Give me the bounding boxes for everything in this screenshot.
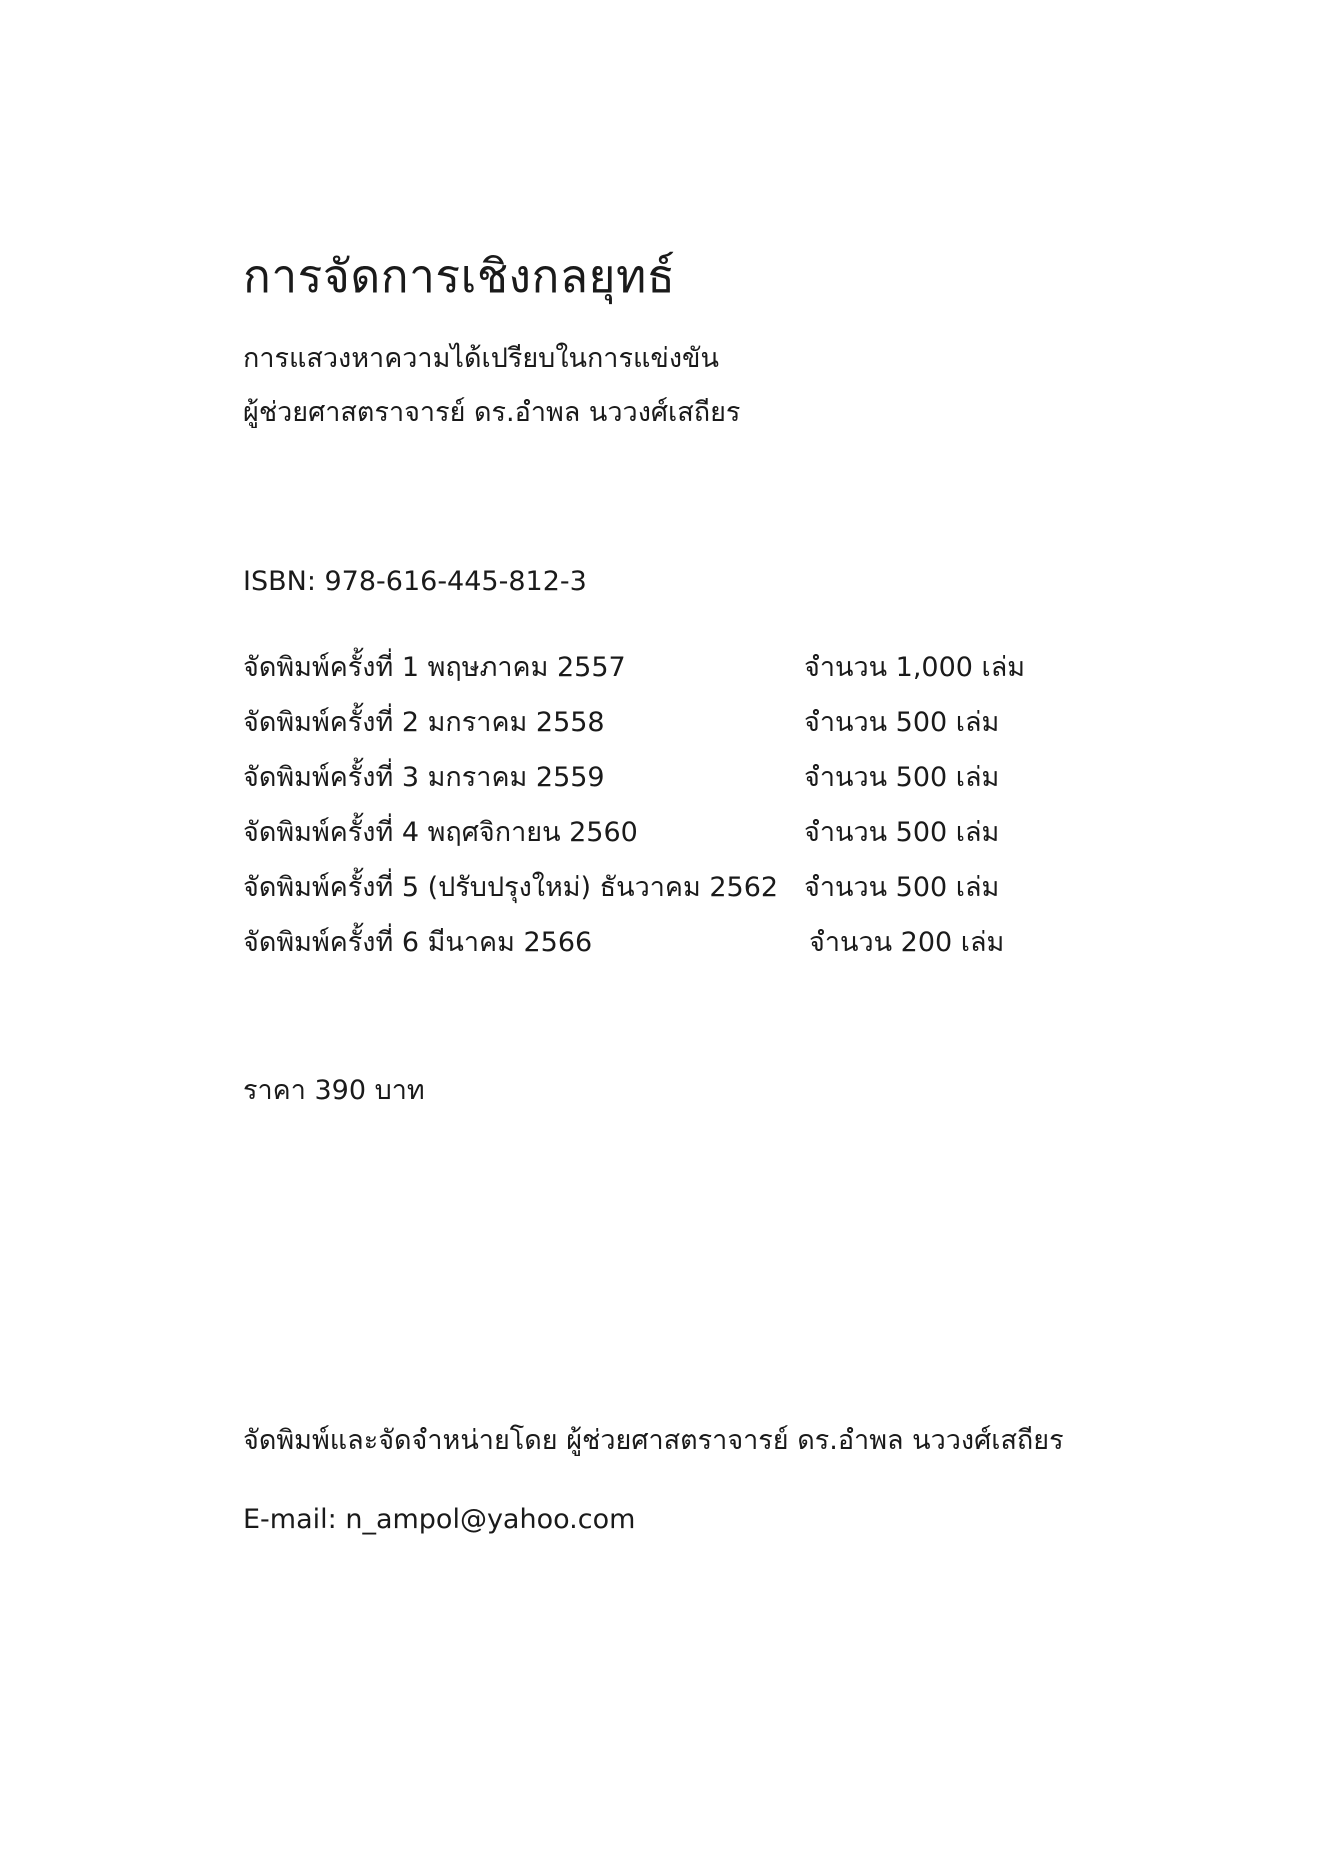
publisher-line: จัดพิมพ์และจัดจำหน่ายโดย ผู้ช่วยศาสตราจารย์ ดร.อำพล นววงศ์เสถียร — [243, 1425, 1064, 1456]
printing-edition: จัดพิมพ์ครั้งที่ 1 พฤษภาคม 2557 — [243, 652, 626, 683]
printing-edition: จัดพิมพ์ครั้งที่ 4 พฤศจิกายน 2560 — [243, 817, 638, 848]
printing-edition: จัดพิมพ์ครั้งที่ 3 มกราคม 2559 — [243, 762, 605, 793]
printing-row — [243, 810, 1063, 865]
printing-row — [243, 755, 1063, 810]
printing-edition: จัดพิมพ์ครั้งที่ 5 (ปรับปรุงใหม่) ธันวาคม 2562 — [243, 872, 779, 903]
printing-edition: จัดพิมพ์ครั้งที่ 2 มกราคม 2558 — [243, 707, 605, 738]
book-subtitle: การแสวงหาความได้เปรียบในการแข่งขัน — [243, 343, 719, 374]
printing-quantity: จำนวน 1,000 เล่ม — [804, 652, 1026, 683]
isbn-line: ISBN: 978-616-445-812-3 — [243, 566, 587, 597]
price-line: ราคา 390 บาท — [243, 1075, 425, 1106]
email-line: E-mail: n_ampol@yahoo.com — [243, 1504, 636, 1535]
book-author: ผู้ช่วยศาสตราจารย์ ดร.อำพล นววงศ์เสถียร — [243, 397, 741, 428]
printing-row — [243, 645, 1063, 700]
printing-row — [243, 865, 1063, 920]
book-title: การจัดการเชิงกลยุทธ์ — [243, 249, 676, 303]
printing-history — [243, 645, 1063, 975]
printing-quantity: จำนวน 500 เล่ม — [804, 762, 1000, 793]
printing-row — [243, 700, 1063, 755]
printing-edition: จัดพิมพ์ครั้งที่ 6 มีนาคม 2566 — [243, 927, 593, 958]
printing-quantity: จำนวน 500 เล่ม — [804, 817, 1000, 848]
printing-row — [243, 920, 1063, 975]
printing-quantity: จำนวน 500 เล่ม — [804, 872, 1000, 903]
printing-quantity: จำนวน 500 เล่ม — [804, 707, 1000, 738]
printing-quantity: จำนวน 200 เล่ม — [809, 927, 1005, 958]
